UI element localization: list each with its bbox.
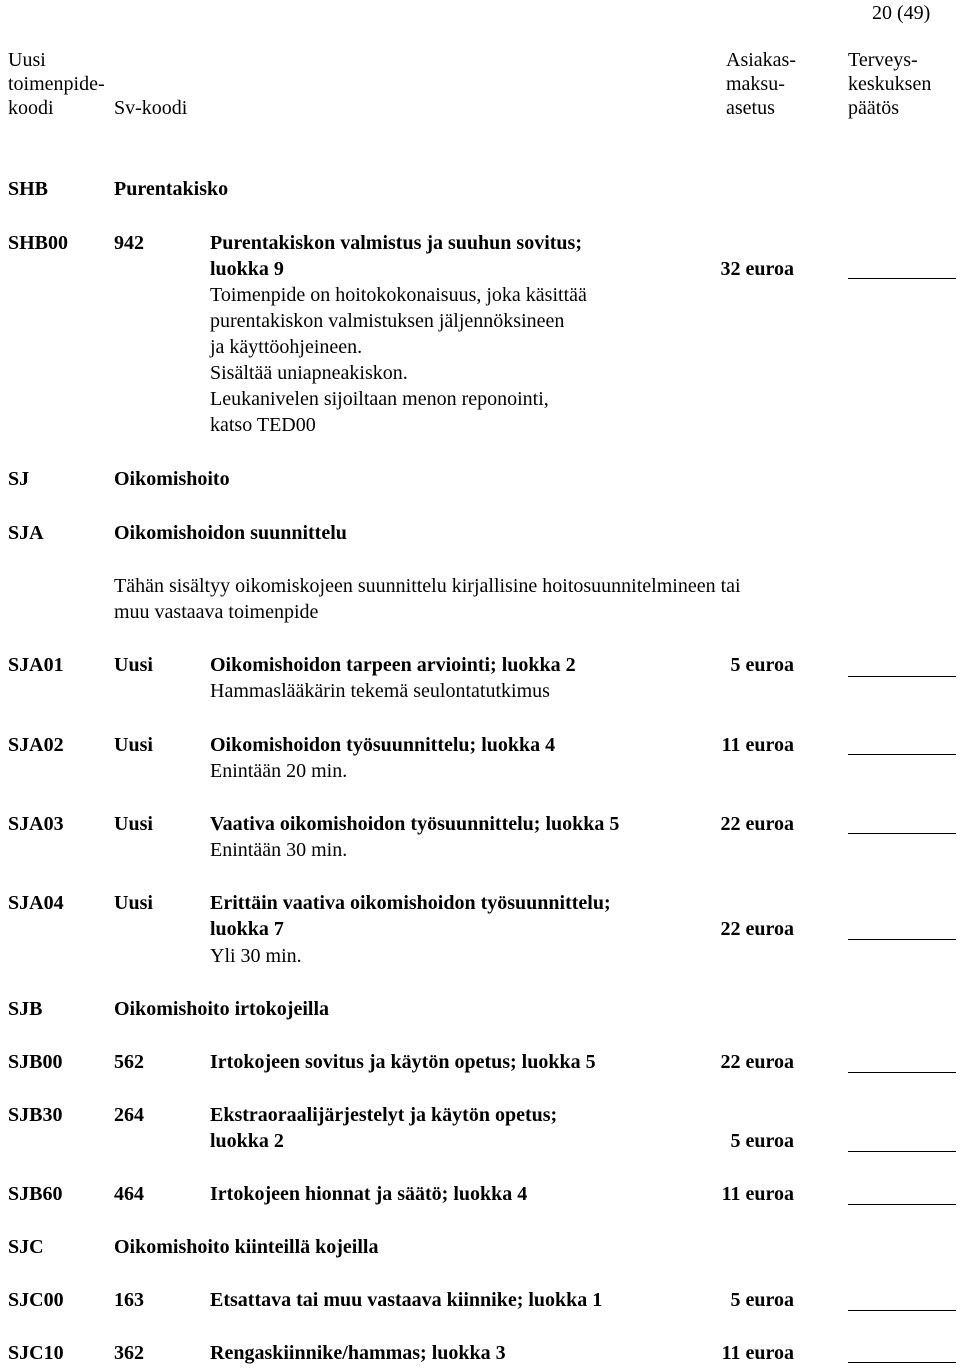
item-sv-code: Uusi [114, 892, 153, 914]
section-title: Oikomishoito irtokojeilla [114, 998, 329, 1020]
section-description-line: Tähän sisältyy oikomiskojeen suunnittelu kirjallisine hoitosuunnitelmineen tai [114, 575, 741, 597]
section-code: SJA [8, 522, 44, 544]
item-fee: 22 euroa [720, 1051, 794, 1073]
section-code: SJC [8, 1236, 44, 1258]
item-fee: 5 euroa [730, 1289, 794, 1311]
decision-blank-line [848, 833, 956, 834]
item-code: SJB00 [8, 1051, 63, 1073]
item-fee: 22 euroa [720, 918, 794, 940]
item-fee: 11 euroa [721, 734, 794, 756]
item-note-line: Leukanivelen sijoiltaan menon reponointi, [210, 388, 549, 410]
decision-blank-line [848, 1204, 956, 1205]
header-decision-line-1: Terveys- [848, 49, 918, 71]
item-title-line: luokka 2 [210, 1130, 284, 1152]
item-fee: 11 euroa [721, 1183, 794, 1205]
header-fee-line-1: Asiakas- [726, 49, 796, 71]
section-code: SJB [8, 998, 43, 1020]
item-code: SJC10 [8, 1342, 64, 1364]
header-fee-line-2: maksu- [726, 73, 785, 95]
item-code: SJB30 [8, 1104, 63, 1126]
section-title: Oikomishoidon suunnittelu [114, 522, 347, 544]
item-sv-code: Uusi [114, 813, 153, 835]
item-note-line: Yli 30 min. [210, 945, 302, 967]
header-code-line-2: toimenpide- [8, 73, 105, 95]
item-code: SJA03 [8, 813, 64, 835]
item-sv-code: 362 [114, 1342, 144, 1364]
section-description-line: muu vastaava toimenpide [114, 601, 319, 623]
item-title-line: Rengaskiinnike/hammas; luokka 3 [210, 1342, 506, 1364]
item-fee: 5 euroa [730, 1130, 794, 1152]
item-note-line: Sisältää uniapneakiskon. [210, 362, 408, 384]
item-title-line: Irtokojeen hionnat ja säätö; luokka 4 [210, 1183, 528, 1205]
item-fee: 22 euroa [720, 813, 794, 835]
header-code-line-3: koodi [8, 97, 54, 119]
item-note-line: ja käyttöohjeineen. [210, 336, 363, 358]
header-code-line-1: Uusi [8, 49, 46, 71]
item-sv-code: Uusi [114, 654, 153, 676]
decision-blank-line [848, 1151, 956, 1152]
item-fee: 32 euroa [720, 258, 794, 280]
item-note-line: Hammaslääkärin tekemä seulontatutkimus [210, 680, 550, 702]
item-code: SJA04 [8, 892, 64, 914]
header-fee-line-3: asetus [726, 97, 775, 119]
item-sv-code: 464 [114, 1183, 144, 1205]
item-note-line: Enintään 30 min. [210, 839, 348, 861]
item-code: SJA01 [8, 654, 64, 676]
item-title-line: Etsattava tai muu vastaava kiinnike; luokka 1 [210, 1289, 603, 1311]
decision-blank-line [848, 676, 956, 677]
item-sv-code: 163 [114, 1289, 144, 1311]
section-title: Oikomishoito [114, 468, 230, 490]
item-sv-code: Uusi [114, 734, 153, 756]
decision-blank-line [848, 1362, 956, 1363]
item-fee: 5 euroa [730, 654, 794, 676]
header-decision-line-2: keskuksen [848, 73, 932, 95]
section-title: Purentakisko [114, 178, 229, 200]
item-code: SHB00 [8, 232, 69, 254]
item-note-line: Toimenpide on hoitokokonaisuus, joka käsittää [210, 284, 587, 306]
decision-blank-line [848, 939, 956, 940]
section-title: Oikomishoito kiinteillä kojeilla [114, 1236, 379, 1258]
item-title-line: luokka 7 [210, 918, 284, 940]
item-title-line: luokka 9 [210, 258, 284, 280]
item-title-line: Oikomishoidon tarpeen arviointi; luokka 2 [210, 654, 576, 676]
section-code: SHB [8, 178, 49, 200]
item-sv-code: 562 [114, 1051, 144, 1073]
item-code: SJC00 [8, 1289, 64, 1311]
item-title-line: Vaativa oikomishoidon työsuunnittelu; luokka 5 [210, 813, 620, 835]
decision-blank-line [848, 1310, 956, 1311]
page-number: 20 (49) [872, 2, 931, 24]
item-note-line: katso TED00 [210, 414, 316, 436]
header-decision-line-3: päätös [848, 97, 900, 119]
item-fee: 11 euroa [721, 1342, 794, 1364]
item-note-line: purentakiskon valmistuksen jäljennöksineen [210, 310, 565, 332]
item-title-line: Oikomishoidon työsuunnittelu; luokka 4 [210, 734, 556, 756]
item-code: SJA02 [8, 734, 64, 756]
item-code: SJB60 [8, 1183, 63, 1205]
item-note-line: Enintään 20 min. [210, 760, 348, 782]
decision-blank-line [848, 754, 956, 755]
decision-blank-line [848, 1072, 956, 1073]
item-title-line: Purentakiskon valmistus ja suuhun sovitus; [210, 232, 582, 254]
item-sv-code: 264 [114, 1104, 144, 1126]
header-sv-code: Sv-koodi [114, 97, 188, 119]
item-title-line: Ekstraoraalijärjestelyt ja käytön opetus; [210, 1104, 558, 1126]
section-code: SJ [8, 468, 30, 490]
item-title-line: Irtokojeen sovitus ja käytön opetus; luokka 5 [210, 1051, 596, 1073]
item-title-line: Erittäin vaativa oikomishoidon työsuunnittelu; [210, 892, 611, 914]
item-sv-code: 942 [114, 232, 144, 254]
decision-blank-line [848, 278, 956, 279]
